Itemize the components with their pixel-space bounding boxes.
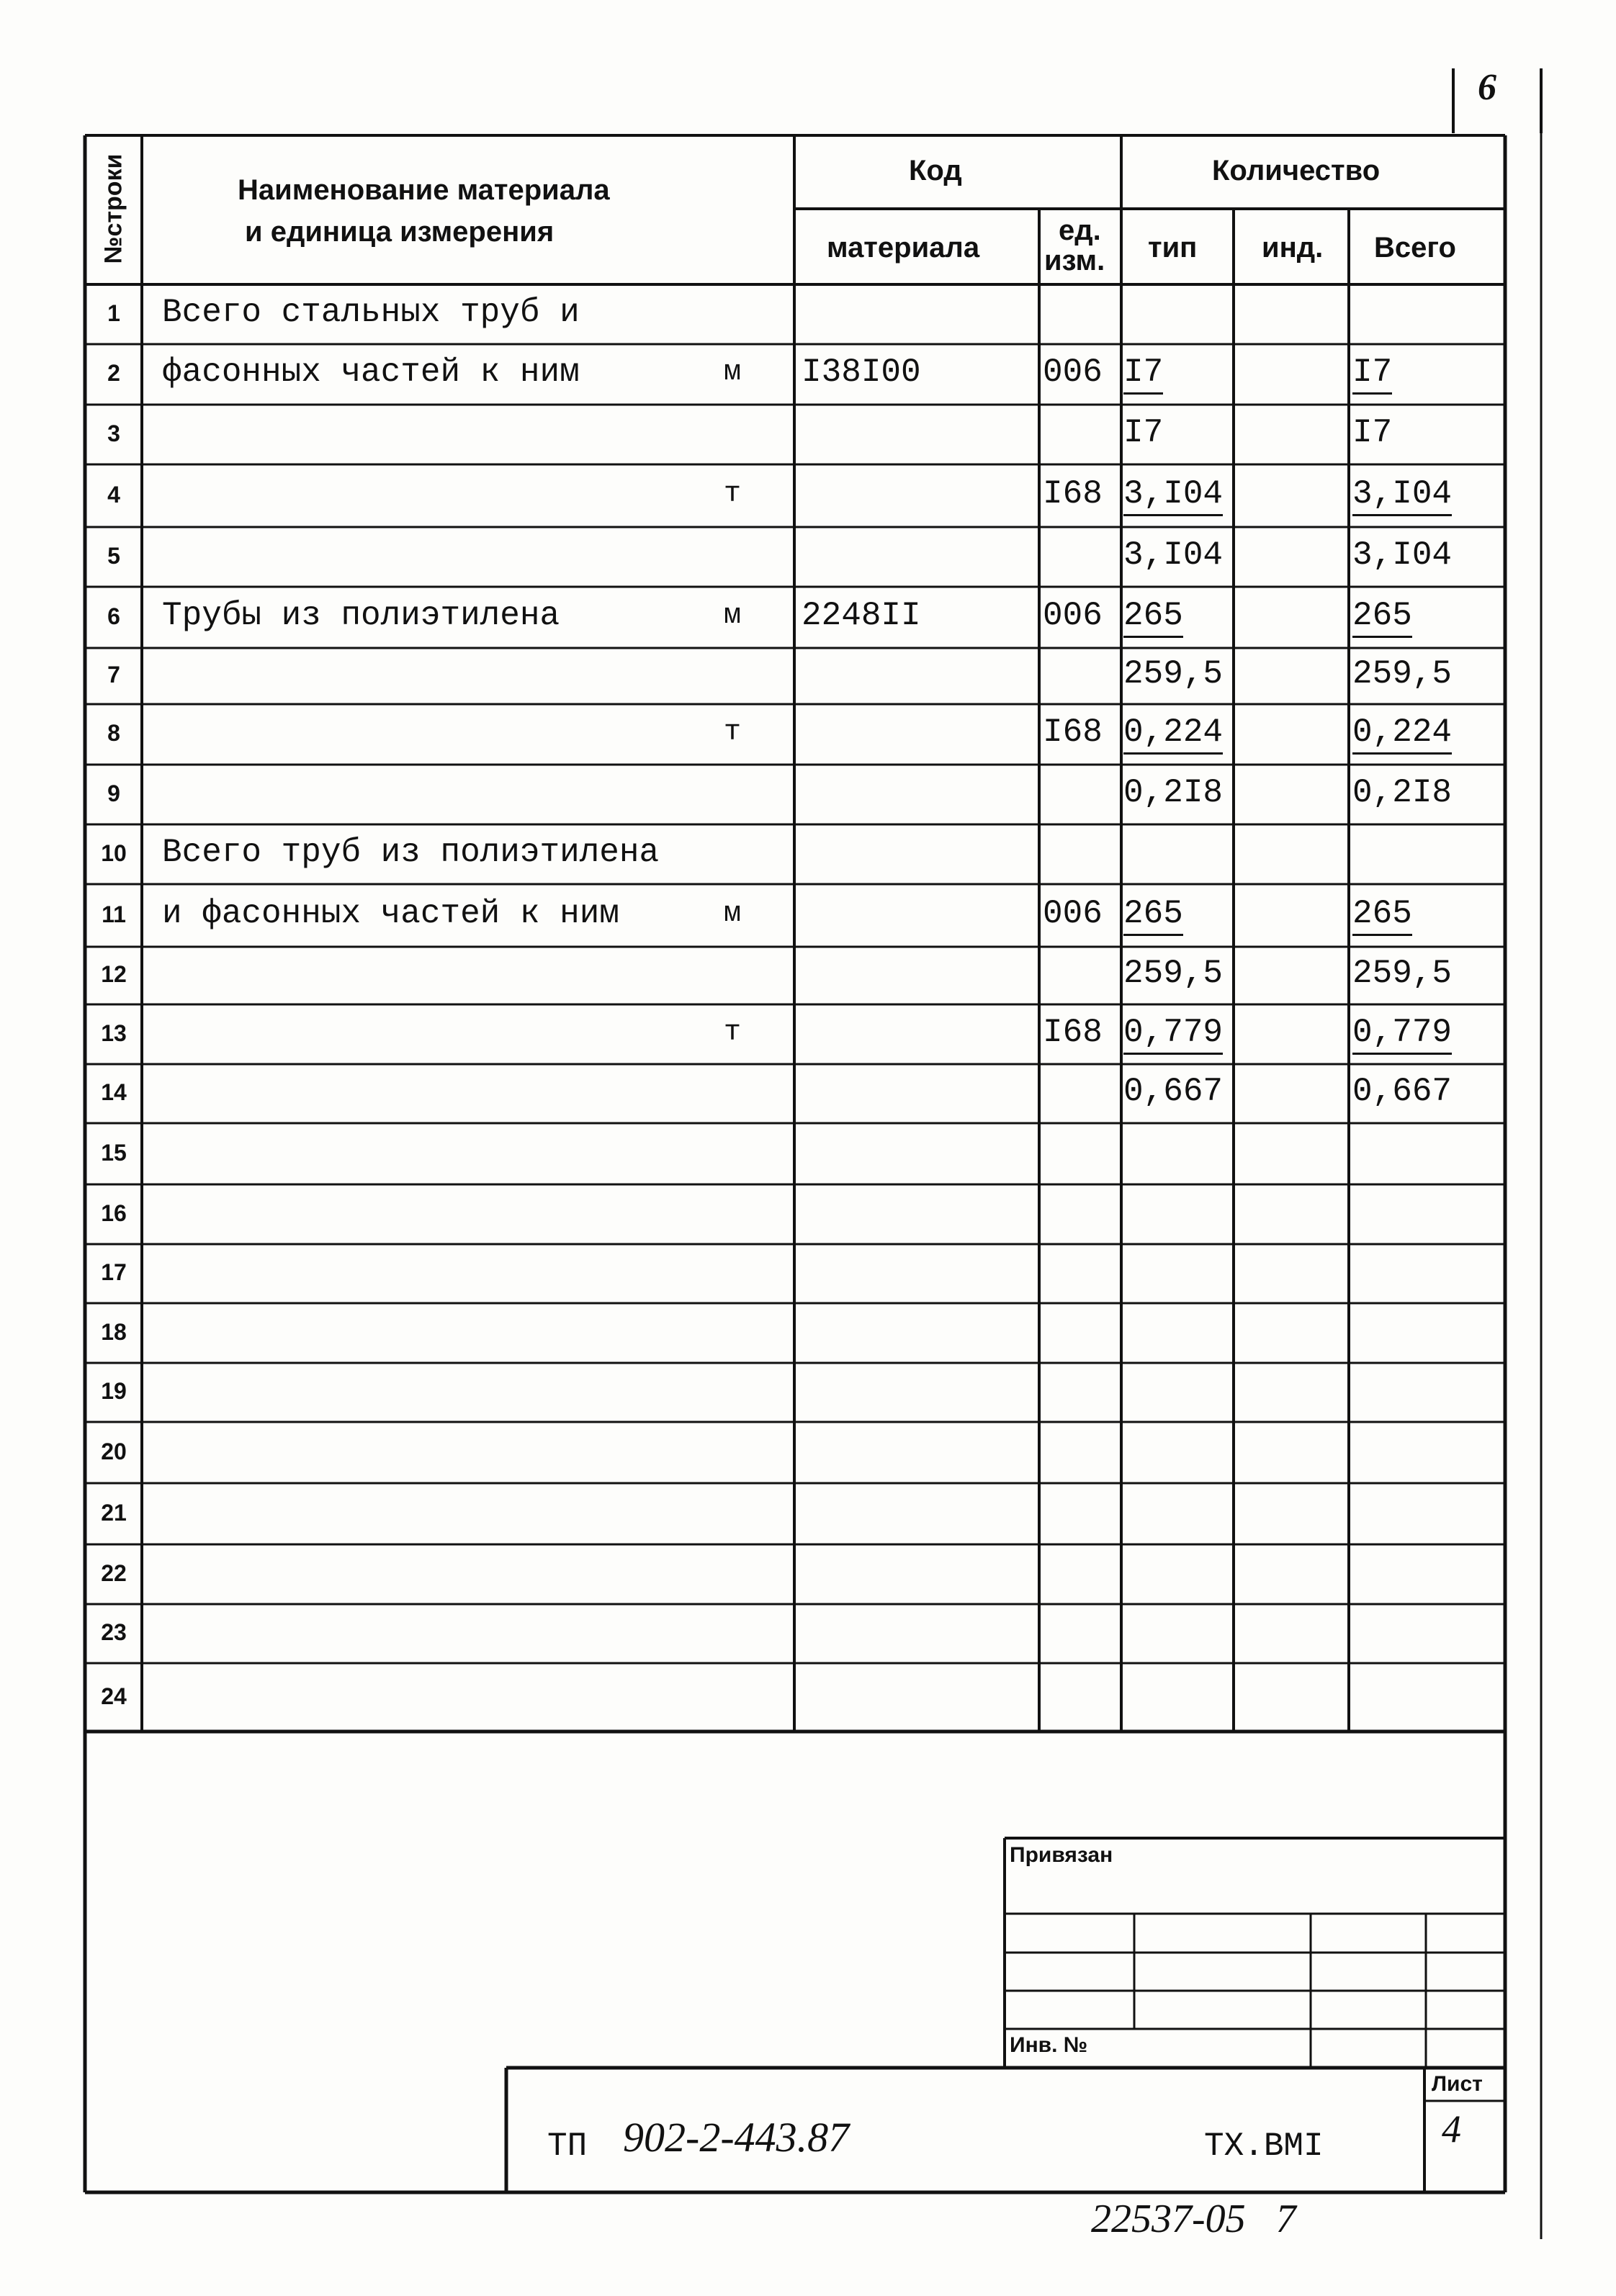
unit-code: 006 bbox=[1043, 596, 1103, 634]
unit-of-measure: т bbox=[724, 477, 742, 510]
row-number: 11 bbox=[102, 901, 126, 927]
material-name: Всего стальных труб и bbox=[162, 293, 580, 331]
row-number: 23 bbox=[101, 1619, 127, 1646]
unit-of-measure: м bbox=[724, 599, 742, 632]
unit-code: 006 bbox=[1043, 894, 1103, 932]
material-code: 2248II bbox=[802, 596, 921, 634]
quantity-type: 0,667 bbox=[1123, 1073, 1224, 1111]
footer-number: 22537-05 7 bbox=[1091, 2197, 1296, 2241]
row-number: 8 bbox=[107, 720, 120, 747]
quantity-total: 265 bbox=[1352, 895, 1412, 936]
quantity-type: 0,224 bbox=[1123, 713, 1223, 755]
unit-code: 006 bbox=[1043, 354, 1103, 392]
sheet-label: Лист bbox=[1432, 2072, 1483, 2096]
inventory-number-label: Инв. № bbox=[1010, 2033, 1088, 2057]
row-number: 10 bbox=[101, 839, 127, 866]
row-number: 15 bbox=[101, 1139, 127, 1166]
header-unit-line1: ед. bbox=[1059, 215, 1101, 246]
quantity-type: 265 bbox=[1123, 597, 1183, 638]
header-name-line1: Наименование материала bbox=[238, 174, 610, 206]
row-number: 13 bbox=[101, 1019, 127, 1046]
quantity-type: 0,2I8 bbox=[1123, 773, 1224, 811]
header-quantity: Количество bbox=[1212, 155, 1381, 186]
quantity-type: 0,779 bbox=[1123, 1014, 1223, 1055]
quantity-total: 0,779 bbox=[1352, 1014, 1452, 1055]
header-quantity-type: тип bbox=[1148, 232, 1198, 264]
attached-label: Привязан bbox=[1010, 1843, 1113, 1867]
unit-code: I68 bbox=[1043, 713, 1103, 752]
row-number: 24 bbox=[101, 1683, 127, 1709]
row-number: 14 bbox=[101, 1079, 127, 1106]
header-unit-line2: изм. bbox=[1044, 245, 1105, 276]
header-quantity-total: Всего bbox=[1374, 232, 1456, 264]
unit-of-measure: т bbox=[724, 716, 742, 749]
header-quantity-individual: инд. bbox=[1262, 232, 1324, 264]
row-number: 22 bbox=[101, 1559, 127, 1586]
header-name-line2: и единица измерения bbox=[245, 216, 555, 248]
quantity-type: 259,5 bbox=[1123, 655, 1224, 693]
unit-of-measure: м bbox=[724, 897, 742, 930]
unit-code: I68 bbox=[1043, 1013, 1103, 1051]
row-number: 20 bbox=[101, 1438, 127, 1464]
quantity-total: 259,5 bbox=[1352, 955, 1453, 993]
row-number: 19 bbox=[101, 1378, 127, 1405]
row-number: 16 bbox=[101, 1199, 127, 1226]
material-name: Трубы из полиэтилена bbox=[162, 596, 560, 634]
quantity-total: I7 bbox=[1352, 354, 1392, 395]
quantity-total: 0,224 bbox=[1352, 713, 1452, 755]
row-number: 9 bbox=[107, 780, 120, 806]
quantity-type: 265 bbox=[1123, 895, 1183, 936]
row-number: 3 bbox=[107, 420, 120, 446]
quantity-total: I7 bbox=[1352, 413, 1393, 451]
sheet-number: 6 bbox=[1478, 67, 1496, 108]
material-code: I38I00 bbox=[802, 354, 921, 392]
quantity-type: 3,I04 bbox=[1123, 475, 1223, 516]
sheet-value: 4 bbox=[1442, 2107, 1461, 2151]
quantity-type: I7 bbox=[1123, 413, 1164, 451]
row-number: 18 bbox=[101, 1318, 127, 1345]
unit-code: I68 bbox=[1043, 474, 1103, 513]
material-name: и фасонных частей к ним bbox=[162, 894, 619, 932]
row-number: 12 bbox=[101, 961, 127, 988]
row-number: 4 bbox=[107, 481, 120, 508]
row-number: 6 bbox=[107, 603, 120, 629]
row-number: 2 bbox=[107, 360, 120, 387]
row-number: 17 bbox=[101, 1259, 127, 1286]
quantity-total: 0,667 bbox=[1352, 1073, 1453, 1111]
row-number: 5 bbox=[107, 542, 120, 569]
header-row-number: №строки bbox=[99, 153, 127, 264]
quantity-total: 0,2I8 bbox=[1352, 773, 1453, 811]
row-number: 7 bbox=[107, 662, 120, 688]
unit-of-measure: м bbox=[724, 356, 742, 390]
quantity-type: I7 bbox=[1123, 354, 1163, 395]
header-code-material: материала bbox=[827, 232, 980, 264]
material-name: Всего труб из полиэтилена bbox=[162, 833, 660, 871]
quantity-total: 3,I04 bbox=[1352, 536, 1453, 574]
material-name: фасонных частей к ним bbox=[162, 354, 580, 392]
quantity-total: 259,5 bbox=[1352, 655, 1453, 693]
quantity-total: 265 bbox=[1352, 597, 1412, 638]
row-number: 1 bbox=[107, 300, 120, 326]
quantity-total: 3,I04 bbox=[1352, 475, 1452, 516]
quantity-type: 259,5 bbox=[1123, 955, 1224, 993]
tp-prefix: ТП bbox=[547, 2128, 588, 2165]
document-code: ТХ.ВМI bbox=[1204, 2128, 1324, 2165]
tp-number: 902-2-443.87 bbox=[623, 2114, 850, 2161]
unit-of-measure: т bbox=[724, 1016, 742, 1049]
row-number: 21 bbox=[101, 1499, 127, 1526]
header-code: Код bbox=[909, 155, 962, 186]
quantity-type: 3,I04 bbox=[1123, 536, 1224, 574]
